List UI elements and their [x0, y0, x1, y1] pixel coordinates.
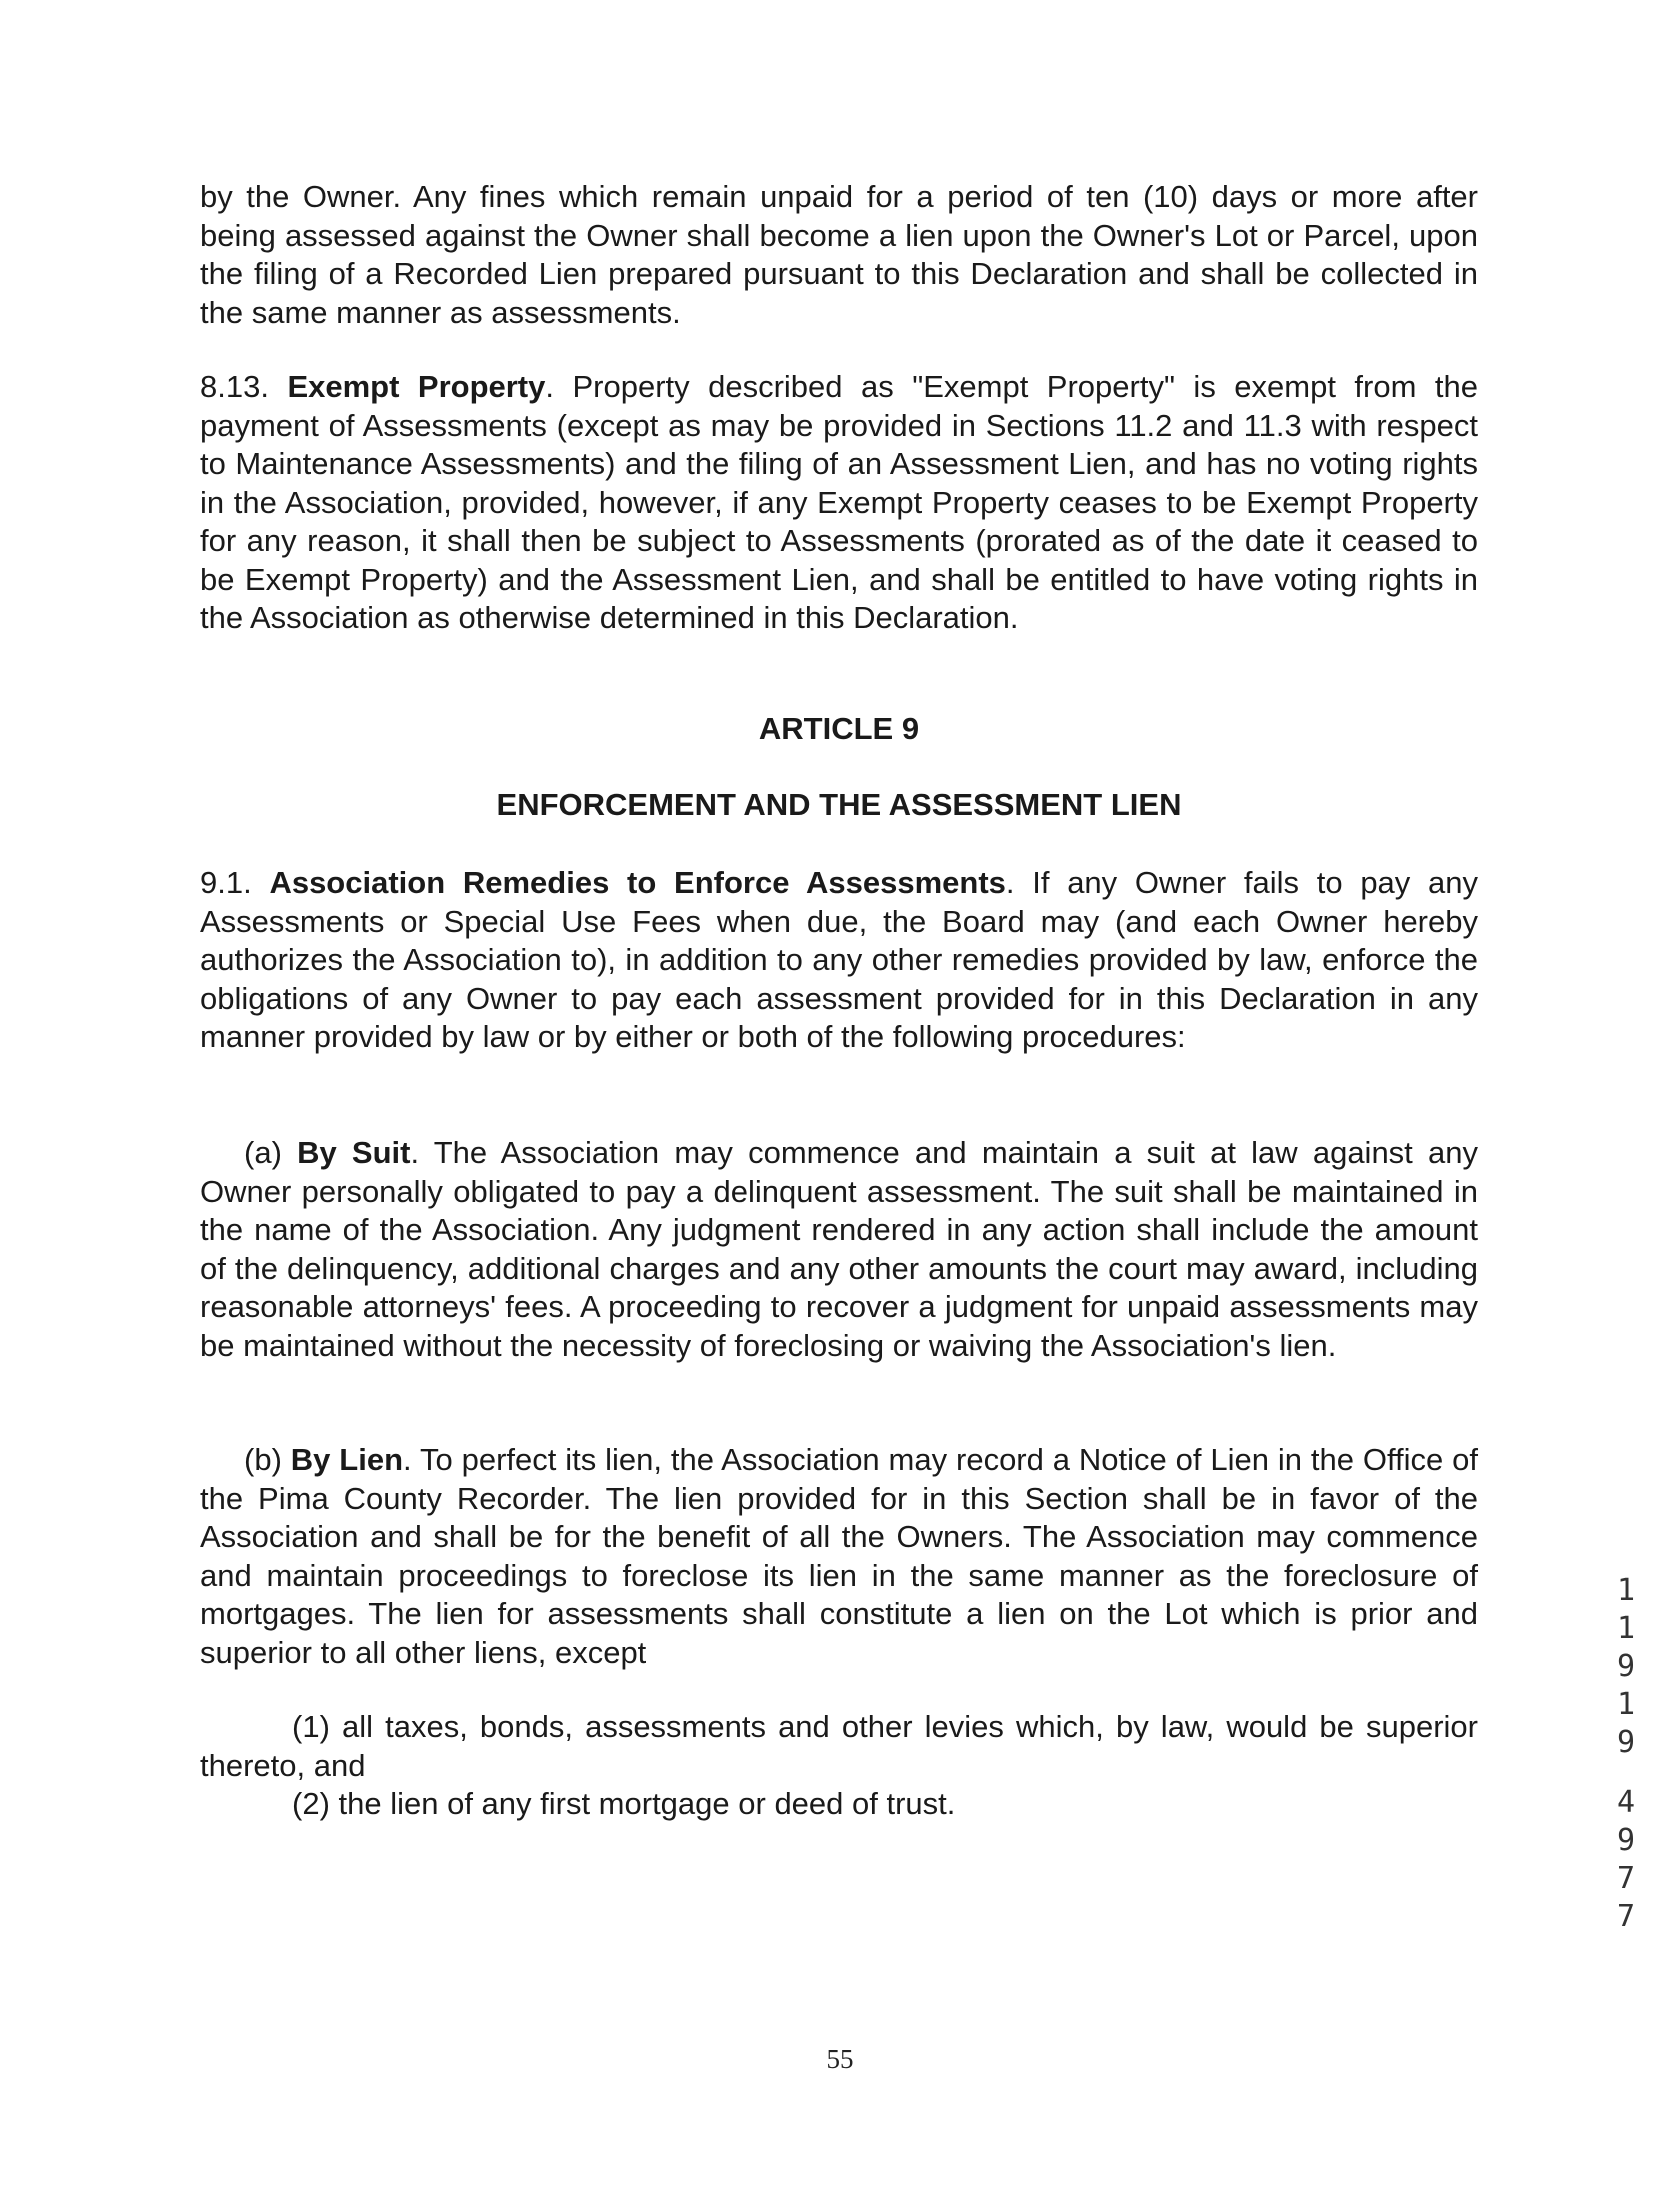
article-heading: ARTICLE 9: [758, 711, 920, 746]
section-body: Property described as "Exempt Property" is exempt from the payment of Assessments (except as may be provided in Sections 11.2 and 11.3 with respect to Maintenance Assessments) and the filing of an Assessment Lien, and has no voting rights in the Association, provided, however, if any Exempt Property ceases to be Exempt Property for any reason, it shall then be subject to Assessments (prorated as of the date it ceased to be Exempt Property) and the Assessment Lien, and shall be entitled to have voting rights in the Association as otherwise determined in this Declaration.: [200, 369, 1478, 635]
stamp-gap: [1606, 1762, 1646, 1784]
subsection-title: By Lien: [290, 1442, 404, 1477]
subsection-a: (a) By Suit. The Association may commence and maintain a suit at law against any Owner personally obligated to pay a delinquent assessment. The suit shall be maintained in the name of the Association. Any judgment rendered in any action shall include the amount of the delinquency, additional charges and any other amounts the court may award, including reasonable attorneys' fees. A proceeding to recover a judgment for unpaid assessments may be maintained without the necessity of foreclosing or waiving the Association's lien.: [200, 1135, 1478, 1363]
stamp-digit: 7: [1616, 1899, 1636, 1934]
stamp-digit: 1: [1616, 1573, 1636, 1608]
section-title: Exempt Property: [287, 369, 546, 404]
subsection-b: (b) By Lien. To perfect its lien, the Association may record a Notice of Lien in the Office of the Pima County Recorder. The lien provided for in this Section shall be in favor of the Association and shall be for the benefit of all the Owners. The Association may commence and maintain proceedings to foreclose its lien in the same manner as the foreclosure of mortgages. The lien for assessments shall constitute a lien on the Lot which is prior and superior to all other liens, except: [200, 1442, 1478, 1670]
list-item-2: (2) the lien of any first mortgage or deed of trust.: [292, 1786, 956, 1821]
section-9-1: 9.1. Association Remedies to Enforce Assessments. If any Owner fails to pay any Assessments or Special Use Fees when due, the Board may (and each Owner hereby authorizes the Association to), in addition to any other remedies provided by law, enforce the obligations of any Owner to pay each assessment provided for in this Declaration in any manner provided by law or by either or both of the following procedures:: [200, 865, 1479, 1054]
stamp-digit: 1: [1616, 1687, 1636, 1722]
section-number: 9.1.: [200, 865, 252, 900]
article-subheading: ENFORCEMENT AND THE ASSESSMENT LIEN: [496, 787, 1182, 822]
subsection-label: (a): [244, 1135, 282, 1170]
intro-paragraph: by the Owner. Any fines which remain unpaid for a period of ten (10) days or more after being assessed against the Owner shall become a lien upon the Owner's Lot or Parcel, upon the filing of a Recorded Lien prepared pursuant to this Declaration and shall be collected in the same manner as assessments.: [200, 179, 1478, 330]
section-number: 8.13.: [200, 369, 269, 404]
page-number: 55: [826, 2044, 854, 2074]
stamp-digit: 9: [1616, 1725, 1636, 1760]
subsection-body: To perfect its lien, the Association may record a Notice of Lien in the Office of the Pima County Recorder. The lien provided for in this Section shall be in favor of the Association and shall be for the benefit of all the Owners. The Association may commence and maintain proceedings to foreclose its lien in the same manner as the foreclosure of mortgages. The lien for assessments shall constitute a lien on the Lot which is prior and superior to all other liens, except: [200, 1442, 1478, 1670]
stamp-digit: 4: [1616, 1785, 1636, 1820]
stamp-digit: 1: [1616, 1611, 1636, 1646]
section-8-13: 8.13. Exempt Property. Property described as "Exempt Property" is exempt from the payment of Assessments (except as may be provided in Sections 11.2 and 11.3 with respect to Maintenance Assessments) and the filing of an Assessment Lien, and has no voting rights in the Association, provided, however, if any Exempt Property ceases to be Exempt Property for any reason, it shall then be subject to Assessments (prorated as of the date it ceased to be Exempt Property) and the Assessment Lien, and shall be entitled to have voting rights in the Association as otherwise determined in this Declaration.: [200, 369, 1478, 635]
subsection-body: The Association may commence and maintain a suit at law against any Owner personally obligated to pay a delinquent assessment. The suit shall be maintained in the name of the Association. Any judgment rendered in any action shall include the amount of the delinquency, additional charges and any other amounts the court may award, including reasonable attorneys' fees. A proceeding to recover a judgment for unpaid assessments may be maintained without the necessity of foreclosing or waiving the Association's lien.: [200, 1135, 1478, 1363]
subsection-label: (b): [244, 1442, 282, 1477]
recording-number-stamp: [1606, 1572, 1646, 1936]
subsection-title: By Suit: [297, 1135, 411, 1170]
list-item-1: (1) all taxes, bonds, assessments and other levies which, by law, would be superior thereto, and: [200, 1709, 1478, 1783]
stamp-digit: 7: [1616, 1861, 1636, 1896]
stamp-digit: 9: [1616, 1649, 1636, 1684]
section-body: If any Owner fails to pay any Assessments or Special Use Fees when due, the Board may (and each Owner hereby authorizes the Association to), in addition to any other remedies provided by law, enforce the obligations of any Owner to pay each assessment provided for in this Declaration in any manner provided by law or by either or both of the following procedures:: [200, 865, 1479, 1054]
section-title: Association Remedies to Enforce Assessments: [269, 865, 1006, 900]
stamp-digit: 9: [1616, 1823, 1636, 1858]
